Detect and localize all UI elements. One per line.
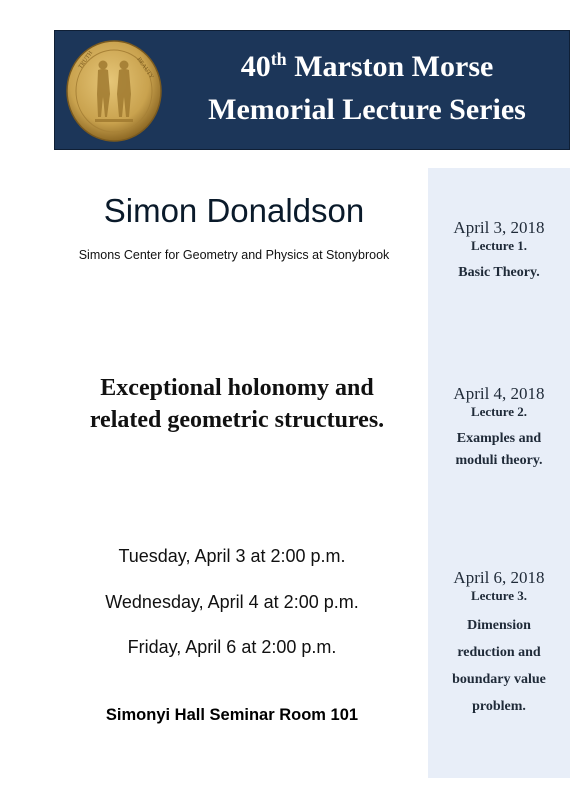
series-title-line1: 40th Marston Morse (240, 49, 494, 83)
lecture-date: April 4, 2018 (453, 384, 545, 403)
medal-text-right: BEAUTY (135, 56, 155, 81)
lecture-card (428, 568, 570, 720)
lecture-date: April 6, 2018 (453, 568, 545, 587)
lecture-sidebar (428, 168, 570, 778)
lecture-number: Lecture 3. (470, 588, 528, 603)
room-location: Simonyi Hall Seminar Room 101 (105, 706, 359, 724)
lecture-card (428, 384, 570, 472)
lecture-number: Lecture 2. (470, 404, 528, 419)
schedule-item: Friday, April 6 at 2:00 p.m. (127, 637, 337, 657)
lecture-number: Lecture 1. (470, 238, 528, 253)
medal-text-left: TRUTH (77, 50, 95, 71)
lecture-topic: Basic Theory. (458, 265, 540, 280)
speaker-affiliation: Simons Center for Geometry and Physics at Stonybrook (78, 248, 390, 262)
talk-title: Exceptional holonomy and related geometric structures. (89, 375, 385, 433)
schedule-item: Tuesday, April 3 at 2:00 p.m. (118, 546, 346, 566)
medal-logo (65, 39, 163, 143)
lecture-topic: Dimension reduction and boundary value problem. (452, 618, 546, 714)
series-title-line2: Memorial Lecture Series (208, 93, 526, 126)
lecture-topic: Examples and moduli theory. (455, 431, 543, 468)
header-banner (54, 30, 570, 150)
lecture-card (428, 218, 570, 284)
lecture-date: April 3, 2018 (453, 218, 545, 237)
series-title (167, 31, 567, 151)
speaker-name: Simon Donaldson (103, 192, 365, 229)
schedule-item: Wednesday, April 4 at 2:00 p.m. (105, 592, 359, 612)
